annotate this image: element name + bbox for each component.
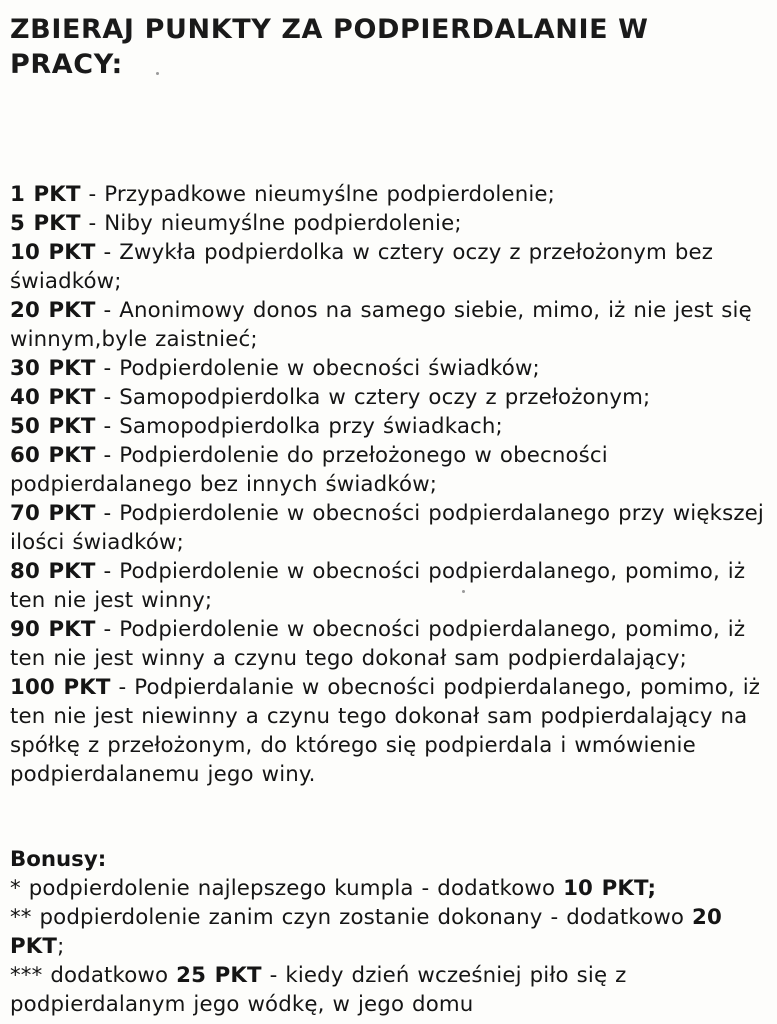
points-list [10,180,772,789]
points-value: 1 PKT [10,182,81,207]
rule-description: - Podpierdolenie w obecności podpierdalanego przy większej ilości świadków; [10,501,764,555]
bonus-description: * podpierdolenie najlepszego kumpla - dodatkowo [10,876,564,901]
points-rule-60 [10,441,772,499]
scan-speck [462,590,465,593]
points-value: 100 PKT [10,675,111,700]
bonus-section [10,846,772,1019]
points-rule-10 [10,238,772,296]
rule-description: - Niby nieumyślne podpierdolenie; [80,211,462,236]
points-value: 10 PKT [10,240,96,265]
rule-description: - Przypadkowe nieumyślne podpierdolenie; [80,182,555,207]
points-value: 5 PKT [10,211,81,236]
points-rule-90 [10,615,772,673]
points-rule-30 [10,354,772,383]
rule-description: - Podpierdolenie do przełożonego w obecności podpierdalanego bez innych świadków; [10,443,608,497]
rule-description: - Samopodpierdolka przy świadkach; [95,414,503,439]
points-value: 20 PKT [10,298,96,323]
rule-description: - Anonimowy donos na samego siebie, mimo, iż nie jest się winnym,byle zaistnieć; [10,298,752,352]
bonus-points: 25 PKT [176,963,262,988]
points-value: 50 PKT [10,414,96,439]
bonus-item [10,903,772,961]
rule-description: - Zwykła podpierdolka w cztery oczy z przełożonym bez świadków; [10,240,714,294]
points-rule-5 [10,209,772,238]
points-value: 80 PKT [10,559,96,584]
points-rule-70 [10,499,772,557]
rule-description: - Podpierdolenie w obecności świadków; [95,356,540,381]
points-rule-20 [10,296,772,354]
bonus-description: ** podpierdolenie zanim czyn zostanie dokonany - dodatkowo [10,905,692,930]
points-value: 40 PKT [10,385,96,410]
page-title: ZBIERAJ PUNKTY ZA PODPIERDALANIE W PRACY: [10,14,649,80]
bonus-suffix: ; [57,934,65,959]
points-value: 90 PKT [10,617,96,642]
bonus-heading: Bonusy: [10,847,107,872]
points-rule-40 [10,383,772,412]
bonus-item [10,874,772,903]
bonus-points: 10 PKT; [563,876,657,901]
bonus-list [10,874,772,1019]
points-value: 30 PKT [10,356,96,381]
rule-description: - Podpierdalanie w obecności podpierdalanego, pomimo, iż ten nie jest niewinny a czynu tego dokonał sam podpierdalający na spółkę z przełożonym, do którego się podpierdala i wmówienie podpierdalanemu jego winy. [10,675,761,787]
bonus-suffix: - kiedy dzień wcześniej piło się z podpierdalanym jego wódkę, w jego domu [10,963,627,1017]
rule-description: - Samopodpierdolka w cztery oczy z przełożonym; [95,385,651,410]
points-rule-1 [10,180,772,209]
points-value: 60 PKT [10,443,96,468]
bonus-description: *** dodatkowo [10,963,177,988]
rule-description: - Podpierdolenie w obecności podpierdalanego, pomimo, iż ten nie jest winny; [10,559,746,613]
points-rule-100 [10,673,772,789]
points-rule-80 [10,557,772,615]
bonus-item [10,961,772,1019]
points-rule-50 [10,412,772,441]
bonus-points: 20 PKT [10,905,722,959]
scan-speck [156,72,159,75]
rule-description: - Podpierdolenie w obecności podpierdalanego, pomimo, iż ten nie jest winny a czynu tego dokonał sam podpierdalający; [10,617,746,671]
points-value: 70 PKT [10,501,96,526]
